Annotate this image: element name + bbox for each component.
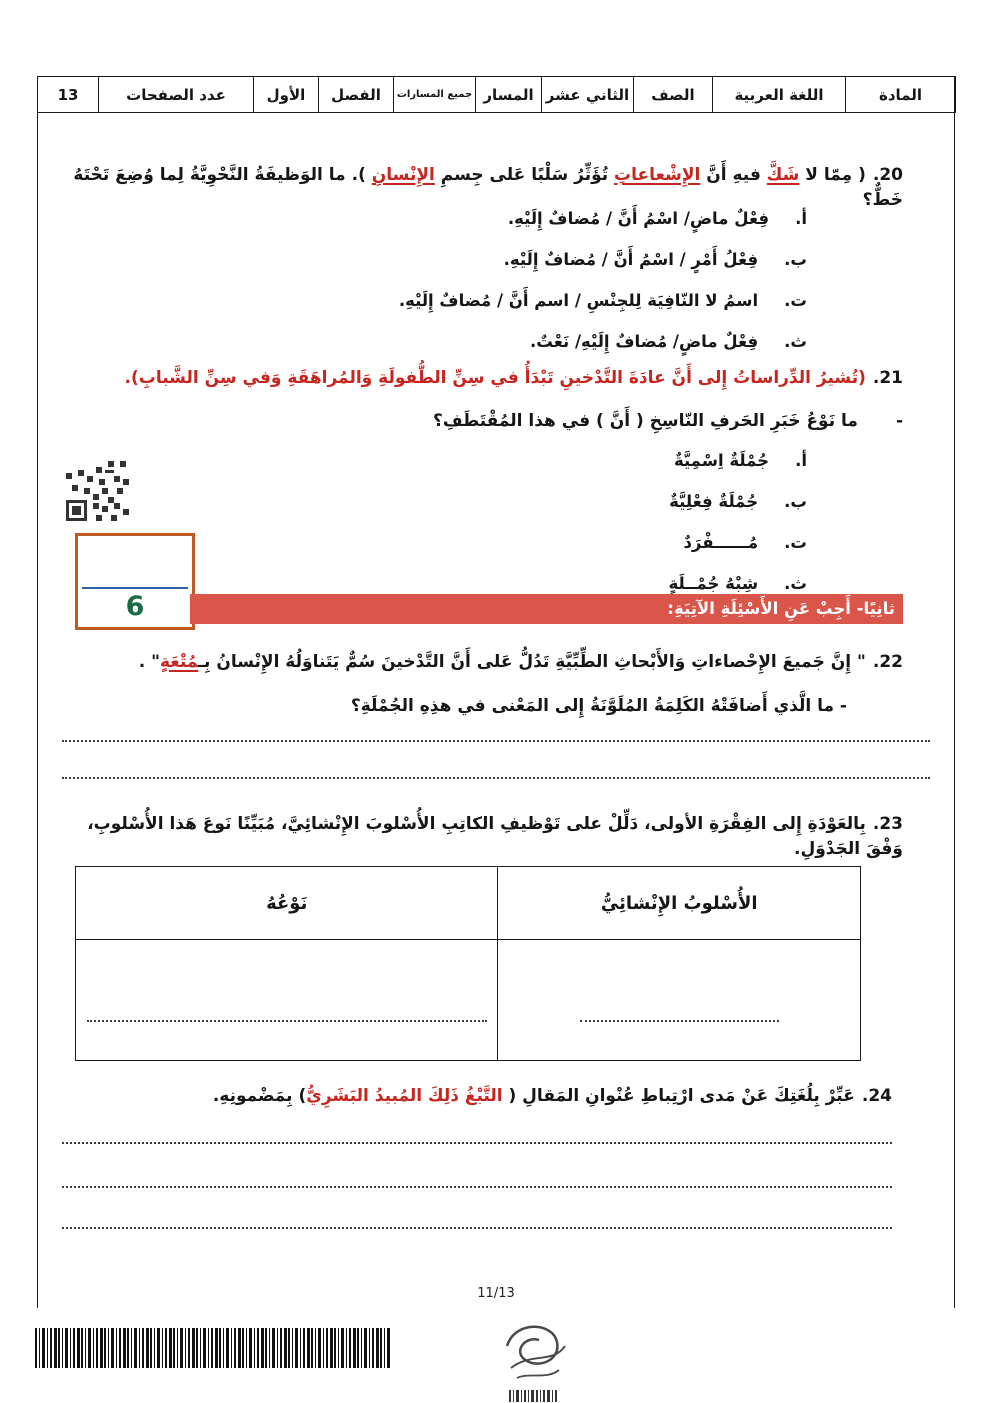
answer-line [62,740,930,742]
q20-part: تُؤَثِّرُ سَلْبًا عَلى جِسمِ [434,165,615,185]
option-row [120,207,807,231]
q20-underlined-word: شَكَّ [766,165,800,185]
q22-part: " إِنَّ جَميعَ الإِحْصاءاتِ وَالأَبْحاثِ الطِّبِّيَّةِ تَدُلُّ عَلى أَنَّ التَّدْخينَ سُمٌّ يَتَناوَلُهُ الإِنْسانُ بِـ [198,652,866,672]
question-23-number: 23. [872,814,903,834]
option-letter: ت. [784,532,807,552]
q20-part: ( مِمّا لا [799,165,866,185]
option-row [120,531,807,555]
option-row [120,490,807,514]
option-letter: أ. [795,209,807,228]
q20-underlined-word: الإِنْسانِ [371,165,435,185]
score-box [75,533,195,630]
table-cell-style [498,940,861,1061]
option-row [120,248,807,272]
section-banner: ثانِيًا- أَجِبْ عَنِ الأَسْئِلَةِ الآتِيَةِ: [190,594,903,624]
header-cell-grade-label: الصف [634,77,713,113]
q24-part: عَبِّرْ بِلُغَتِكَ عَنْ مَدى ارْتِباطِ عُنْوانِ المَقالِ ( [502,1086,855,1106]
q20-underlined-word: الإِشْعاعاتِ [614,165,701,185]
option-text: جُمْلَةٌ اِسْمِيَّةٌ [673,451,770,470]
question-20-text [60,163,903,212]
option-text: فِعْلٌ ماضٍ/ مُضافٌ إِلَيْهِ/ نَعْتٌ. [529,331,759,351]
header-cell-subject-label: المادة [846,77,956,113]
header-cell-grade-value: الثاني عشر [542,77,634,113]
table-header-style: الأُسْلوبُ الإِنْشائِيُّ [498,867,861,940]
q24-part: ) بِمَضْمونِهِ. [212,1086,307,1106]
question-21-number: 21. [872,368,903,388]
table-cell-type [76,940,498,1061]
option-letter: ث. [784,331,807,351]
option-row [120,449,807,473]
q23-part: بِالعَوْدَةِ إِلى الفِقْرَةِ الأولى، دَلِّلْ على تَوْظيفِ الكاتِبِ الأُسْلوبَ الإِنْشائِيَّ، مُبَيِّنًا نَوعَ هَذا الأُسْلوبِ، وَفْقَ الجَدْوَلِ. [87,814,903,859]
question-22-number: 22. [872,652,903,672]
option-letter: ث. [784,573,807,593]
option-letter: ب. [784,249,807,269]
question-21-options [120,449,807,613]
header-cell-pages-value: 13 [38,77,99,113]
dash: - [895,411,903,431]
qr-code [66,461,132,525]
option-text: مُــــــفْرَدٌ [683,532,759,552]
option-text: جُمْلَةٌ فِعْلِيَّةٌ [669,491,759,511]
question-20-options [120,207,807,371]
q20-part: فيهِ أَنَّ [700,165,767,185]
style-table [75,866,861,1061]
question-22-prompt: - ما الَّذي أَضافَتْهُ الكَلِمَةُ المُلَوَّنَةُ إِلى المَعْنى في هذِهِ الجُمْلَةِ؟ [350,696,847,716]
question-21-text [60,366,903,391]
answer-line [62,1142,892,1144]
header-cell-subject-value: اللغة العربية [713,77,846,113]
answer-line [62,1186,892,1188]
header-cell-semester-label: الفصل [319,77,394,113]
score-value: 6 [125,591,145,622]
question-24-text [60,1084,892,1109]
q20-part: ). ما الوَظيفَةُ النَّحْوِيَّةُ لِما وُضِعَ تَحْتَهُ خَطٌّ؟ [73,165,903,210]
header-cell-pages-label: عدد الصفحات [99,77,254,113]
q24-title-phrase: التَّبْغُ ذَلِكَ المُبيدُ البَشَرِيُّ [306,1086,503,1106]
option-text: فِعْلُ أَمْرٍ / اسْمُ أَنَّ / مُضافٌ إِلَيْهِ. [503,249,759,269]
question-20-number: 20. [872,165,903,185]
q22-colored-word: مُتْعَةٍ [159,652,199,672]
option-text: اسمُ لا النّافِيَة لِلجِنْسِ / اسم أَنَّ / مُضافٌ إِلَيْهِ. [398,290,759,310]
option-letter: ت. [784,290,807,310]
answer-line [87,1020,487,1022]
header-cell-semester-value: الأول [254,77,319,113]
option-row [120,572,807,596]
answer-line [62,1227,892,1229]
barcode [35,1328,391,1372]
table-header-type: نَوْعُهُ [76,867,498,940]
option-letter: ب. [784,491,807,511]
page-number: 11/13 [477,1286,515,1301]
answer-line [62,777,930,779]
question-23-text [60,812,903,861]
answer-line [580,1020,779,1022]
question-24-number: 24. [861,1086,892,1106]
option-row [120,289,807,313]
score-underline [82,587,188,589]
option-text: فِعْلٌ ماضٍ/ اسْمُ أَنَّ / مُضافٌ إِلَيْهِ. [507,209,770,228]
q21-quote: (تُشيرُ الدِّراساتُ إِلى أَنَّ عادَةَ التَّدْخينِ تَبْدَأُ في سِنِّ الطُّفولَةِ وَالمُراهَقَةِ وَفي سِنِّ الشَّبابِ). [124,368,866,388]
option-row [120,330,807,354]
header-cell-track-label: المسار [476,77,542,113]
question-22-text [60,650,903,675]
exam-info-table [37,76,956,113]
q22-part: " . [138,652,160,672]
header-cell-track-value: جميع المسارات [394,77,476,113]
option-text: شِبْهُ جُمْــلَةٍ [668,573,759,593]
option-letter: أ. [795,451,807,470]
question-21-prompt [60,409,903,434]
q21-prompt-text: ما نَوْعُ خَبَرِ الحَرفِ النّاسِخِ ( أَنَّ ) في هذا المُقْتَطَفِ؟ [433,411,858,431]
stamp-mark [495,1312,575,1403]
